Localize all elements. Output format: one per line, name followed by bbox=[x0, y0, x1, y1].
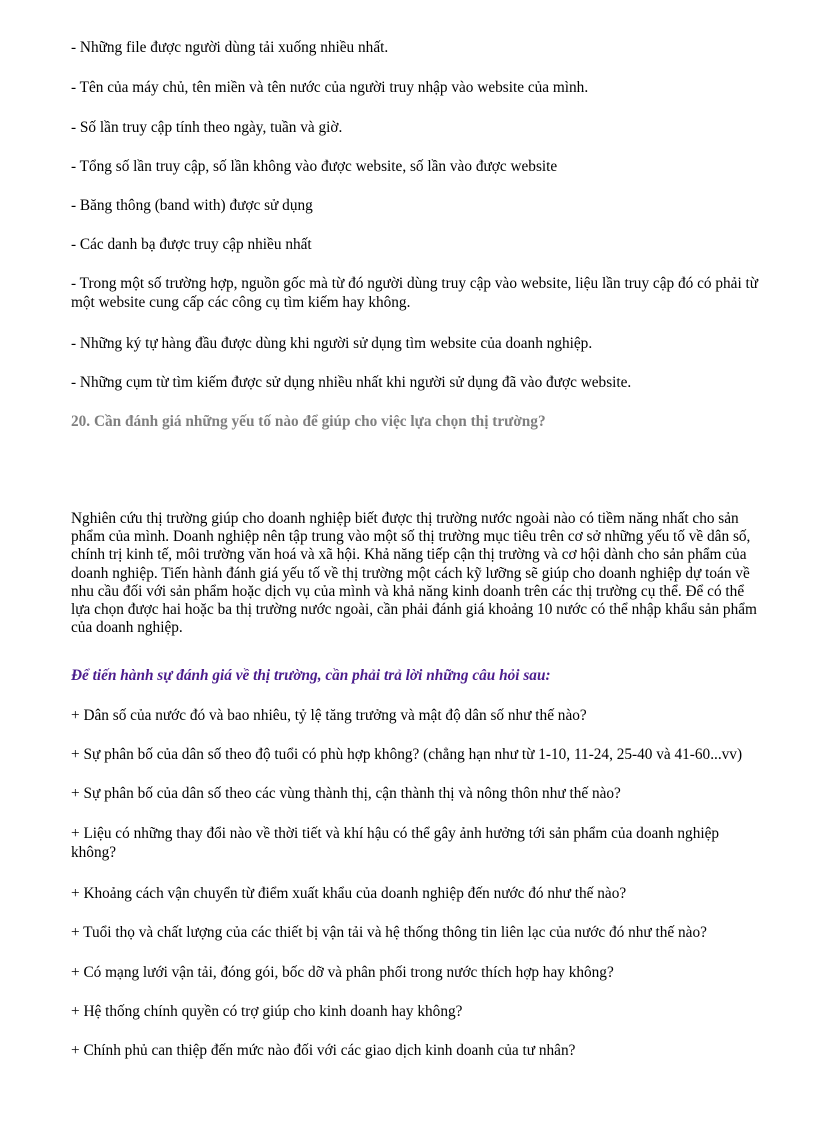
question-item: + Khoảng cách vận chuyển từ điểm xuất khẩu của doanh nghiệp đến nước đó như thế nào? bbox=[71, 885, 627, 902]
list-item: - Những cụm từ tìm kiếm được sử dụng nhiều nhất khi người sử dụng đã vào được website. bbox=[71, 374, 632, 391]
question-item: + Sự phân bố của dân số theo độ tuổi có phù hợp không? (chẳng hạn như từ 1-10, 11-24, 25-40 và 41-60...vv) bbox=[71, 746, 743, 763]
question-item: + Có mạng lưới vận tải, đóng gói, bốc dỡ và phân phối trong nước thích hợp hay không? bbox=[71, 964, 614, 981]
body-paragraph: Nghiên cứu thị trường giúp cho doanh nghiệp biết được thị trường nước ngoài nào có tiềm năng nhất cho sản phẩm của mình. Doanh nghiệp nên tập trung vào một số thị trường mục tiêu trên cơ sở những yếu tố về dân số, chính trị kinh tế, môi trường văn hoá và xã hội. Khả năng tiếp cận thị trường và cơ hội dành cho sản phẩm của doanh nghiệp. Tiến hành đánh giá yếu tố về thị trường một cách kỹ lưỡng sẽ giúp cho doanh nghiệp dự toán về nhu cầu đối với sản phẩm hoặc dịch vụ của mình và khả năng kinh doanh trên các thị trường cụ thể. Để có thể lựa chọn được hai hoặc ba thị trường nước ngoài, cần phải đánh giá khoảng 10 nước có thể nhập khẩu sản phẩm của doanh nghiệp. bbox=[71, 510, 757, 637]
list-item: - Băng thông (band with) được sử dụng bbox=[71, 197, 313, 214]
section-heading: 20. Cần đánh giá những yếu tố nào để giúp cho việc lựa chọn thị trường? bbox=[71, 413, 546, 430]
list-item: - Các danh bạ được truy cập nhiều nhất bbox=[71, 236, 312, 253]
list-item: - Những file được người dùng tải xuống nhiều nhất. bbox=[71, 39, 389, 56]
questions-subheading: Để tiến hành sự đánh giá về thị trường, cần phải trả lời những câu hỏi sau: bbox=[71, 667, 551, 684]
question-item: + Hệ thống chính quyền có trợ giúp cho kinh doanh hay không? bbox=[71, 1003, 463, 1020]
list-item: - Tên của máy chủ, tên miền và tên nước của người truy nhập vào website của mình. bbox=[71, 79, 589, 96]
question-item: + Tuổi thọ và chất lượng của các thiết bị vận tải và hệ thống thông tin liên lạc của nước đó như thế nào? bbox=[71, 924, 707, 941]
question-item: + Liệu có những thay đổi nào về thời tiết và khí hậu có thể gây ảnh hưởng tới sản phẩm của doanh nghiệp không? bbox=[71, 825, 720, 861]
list-item: - Số lần truy cập tính theo ngày, tuần và giờ. bbox=[71, 119, 343, 136]
list-item: - Trong một số trường hợp, nguồn gốc mà từ đó người dùng truy cập vào website, liệu lần truy cập đó có phải từ một website cung cấp các công cụ tìm kiếm hay không. bbox=[71, 275, 759, 311]
list-item: - Tổng số lần truy cập, số lần không vào được website, số lần vào được website bbox=[71, 158, 558, 175]
list-item: - Những ký tự hàng đầu được dùng khi người sử dụng tìm website của doanh nghiệp. bbox=[71, 335, 593, 352]
question-item: + Chính phủ can thiệp đến mức nào đối với các giao dịch kinh doanh của tư nhân? bbox=[71, 1042, 576, 1059]
question-item: + Dân số của nước đó và bao nhiêu, tỷ lệ tăng trưởng và mật độ dân số như thế nào? bbox=[71, 707, 587, 724]
question-item: + Sự phân bố của dân số theo các vùng thành thị, cận thành thị và nông thôn như thế nào? bbox=[71, 785, 621, 802]
